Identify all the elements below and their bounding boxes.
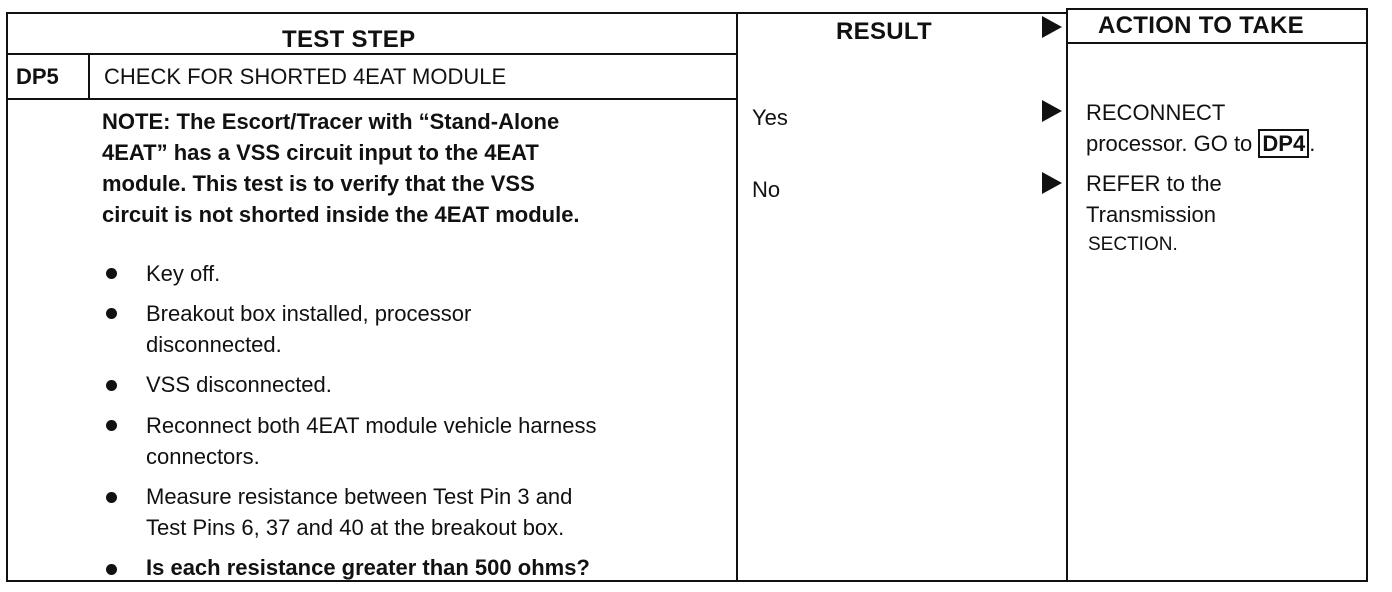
header-test-step: TEST STEP xyxy=(282,26,416,53)
header-action-to-take: ACTION TO TAKE xyxy=(1098,12,1304,39)
note-line: NOTE: The Escort/Tracer with “Stand-Alone xyxy=(102,109,560,134)
step-title: CHECK FOR SHORTED 4EAT MODULE xyxy=(104,64,507,89)
note-line: module. This test is to verify that the VSS xyxy=(102,171,535,196)
step-id: DP5 xyxy=(16,64,59,89)
action-yes-suffix: . xyxy=(1309,131,1316,156)
step-id-divider xyxy=(88,53,90,100)
bullet-text: Breakout box installed, processor xyxy=(146,301,472,326)
bullet-text: Reconnect both 4EAT module vehicle harness xyxy=(146,413,597,438)
step-title-bottom xyxy=(6,98,738,100)
dp4-reference[interactable]: DP4 xyxy=(1258,129,1309,158)
bullet-question: Is each resistance greater than 500 ohms? xyxy=(146,555,590,580)
action-yes-line xyxy=(1086,128,1315,159)
bullet-dot-icon xyxy=(106,268,117,279)
note-line: circuit is not shorted inside the 4EAT module. xyxy=(102,202,580,227)
bullet-text: VSS disconnected. xyxy=(146,372,332,397)
right-triangle-arrow-icon xyxy=(1042,172,1062,194)
action-yes-text: processor. GO to xyxy=(1086,131,1253,156)
bullet-dot-icon xyxy=(106,564,117,575)
bullet-dot-icon xyxy=(106,380,117,391)
right-triangle-arrow-icon xyxy=(1042,100,1062,122)
bullet-dot-icon xyxy=(106,420,117,431)
table-top-border xyxy=(6,12,1066,14)
action-no-line: Transmission xyxy=(1086,202,1216,227)
action-no-line: SECTION. xyxy=(1088,234,1178,255)
action-no-line: REFER to the xyxy=(1086,171,1222,196)
note-line: 4EAT” has a VSS circuit input to the 4EAT xyxy=(102,140,539,165)
action-top-border xyxy=(1066,8,1368,10)
bullet-dot-icon xyxy=(106,308,117,319)
table-right-border xyxy=(1366,8,1368,582)
bullet-text: connectors. xyxy=(146,444,260,469)
header-result: RESULT xyxy=(836,18,933,45)
action-header-bottom xyxy=(1066,42,1368,44)
action-yes-line: RECONNECT xyxy=(1086,100,1226,125)
bullet-text: disconnected. xyxy=(146,332,282,357)
bullet-text: Key off. xyxy=(146,261,221,286)
bullet-text: Measure resistance between Test Pin 3 and xyxy=(146,484,573,509)
result-yes: Yes xyxy=(752,105,788,130)
bullet-text: Test Pins 6, 37 and 40 at the breakout box. xyxy=(146,515,565,540)
right-triangle-arrow-icon xyxy=(1042,16,1062,38)
bullet-dot-icon xyxy=(106,492,117,503)
action-left-divider xyxy=(1066,8,1068,582)
result-no: No xyxy=(752,177,781,202)
